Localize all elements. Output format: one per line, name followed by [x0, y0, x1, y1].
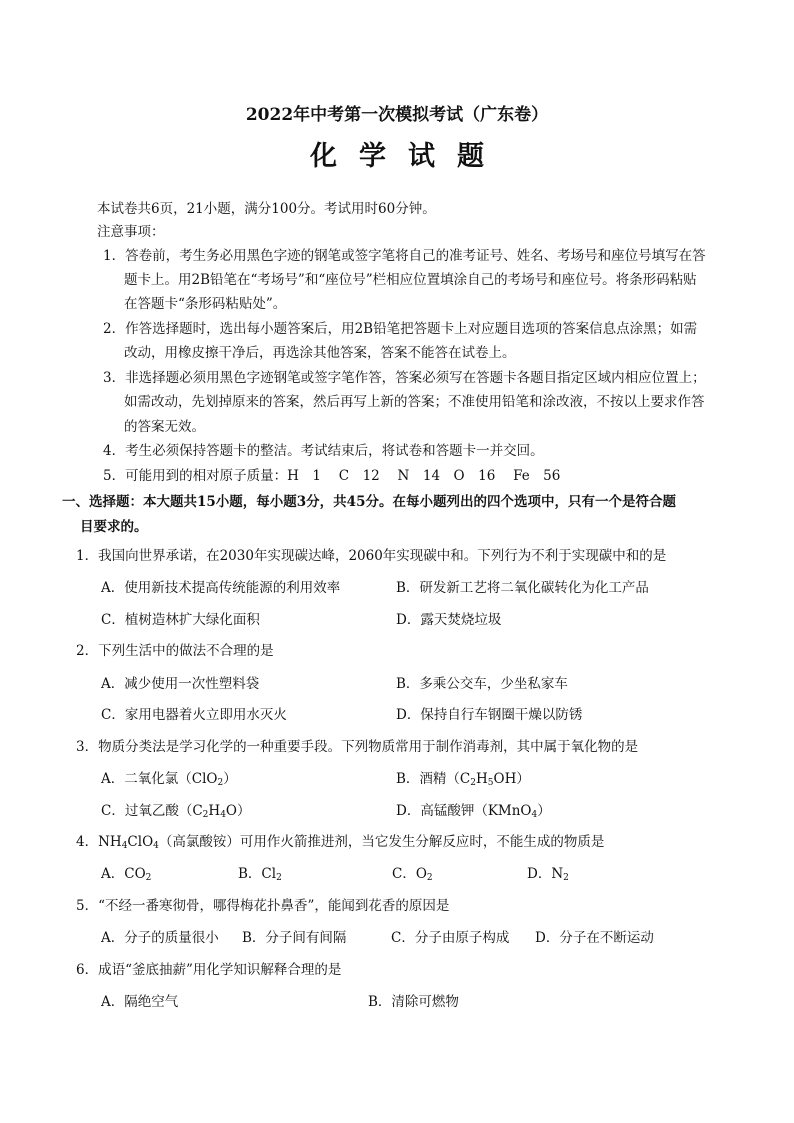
- subscript: 4: [121, 841, 128, 851]
- question-2-option-d: D．保持自行车钢圈干燥以防锈: [396, 707, 583, 723]
- question-2-option-a: A．减少使用一次性塑料袋: [101, 676, 260, 692]
- option-text: B．Cl: [238, 866, 277, 882]
- stem-text: （高氯酸铵）可用作火箭推进剂，当它发生分解反应时，不能生成的物质是: [158, 834, 605, 850]
- question-6-stem: 6．成语“釜底抽薪”用化学知识解释合理的是: [76, 962, 342, 978]
- question-1-option-c: C．植树造林扩大绿化面积: [101, 612, 260, 628]
- stem-text: ClO: [127, 834, 154, 850]
- option-text: C．过氧乙酸（C: [101, 803, 203, 819]
- option-text: C．O: [392, 866, 427, 882]
- notice-3-line-3: 的答案无效。: [124, 419, 205, 435]
- option-text: A．二氧化氯（ClO: [101, 771, 218, 787]
- question-5-option-a: A．分子的质量很小: [101, 930, 219, 946]
- question-5-option-d: D．分子在不断运动: [535, 930, 654, 946]
- question-2-option-b: B．多乘公交车，少坐私家车: [396, 676, 568, 692]
- question-1-option-d: D．露天焚烧垃圾: [396, 612, 502, 628]
- question-3-stem: 3．物质分类法是学习化学的一种重要手段。下列物质常用于制作消毒剂，其中属于氧化物的是: [76, 739, 639, 755]
- question-4-stem: [76, 833, 604, 851]
- subscript: 2: [426, 873, 433, 883]
- question-5-option-c: C．分子由原子构成: [391, 930, 510, 946]
- subscript: 2: [563, 873, 569, 883]
- stem-text: 4．NH: [76, 834, 122, 850]
- question-4-option-a: [101, 865, 151, 883]
- question-3-option-c: [101, 802, 251, 820]
- subscript: 4: [531, 810, 538, 820]
- notice-3-line-1: 3．非选择题必须用黑色字迹钢笔或签字笔作答，答案必须写在答题卡各题目指定区域内相应位置上；: [103, 370, 706, 386]
- option-text: H: [208, 803, 221, 819]
- question-1-option-b: B．研发新工艺将二氧化碳转化为化工产品: [396, 580, 649, 596]
- question-4-option-c: [392, 865, 433, 883]
- option-text: ）: [537, 803, 551, 819]
- notice-2-line-1: 2．作答选择题时，选出每小题答案后，用2B铅笔把答题卡上对应题目选项的答案信息点涂黑；如需: [103, 321, 698, 337]
- question-5-option-b: B．分子间有间隔: [242, 930, 347, 946]
- question-1-option-a: A．使用新技术提高传统能源的利用效率: [101, 580, 341, 596]
- exam-intro: 本试卷共6页，21小题，满分100分。考试用时60分钟。: [97, 201, 436, 217]
- question-4-option-b: [238, 865, 282, 883]
- question-6-option-b: B．清除可燃物: [368, 994, 459, 1010]
- option-text: OH）: [493, 771, 530, 787]
- question-3-option-d: [396, 802, 551, 820]
- question-2-option-c: C．家用电器着火立即用水灭火: [101, 707, 287, 723]
- subscript: 2: [276, 873, 282, 883]
- option-text: D．N: [527, 866, 564, 882]
- notice-2-line-2: 改动，用橡皮擦干净后，再选涂其他答案，答案不能答在试卷上。: [124, 345, 516, 361]
- question-3-option-b: [396, 770, 530, 788]
- subject-title: 化学试题: [310, 141, 506, 172]
- option-text: D．高锰酸钾（KMnO: [396, 803, 532, 819]
- question-4-option-d: [527, 865, 569, 883]
- question-6-option-a: A．隔绝空气: [101, 994, 179, 1010]
- subscript: 4: [220, 810, 226, 820]
- question-5-stem: 5．“不经一番寒彻骨，哪得梅花扑鼻香”，能闻到花香的原因是: [76, 898, 450, 914]
- notice-1-line-1: 1．答卷前，考生务必用黑色字迹的钢笔或签字笔将自己的准考证号、姓名、考场号和座位号填写在答: [103, 248, 706, 264]
- subscript: 2: [145, 873, 152, 883]
- option-text: B．酒精（C: [396, 771, 471, 787]
- notice-5: 5．可能用到的相对原子质量：H 1 C 12 N 14 O 16 Fe 56: [103, 468, 561, 484]
- question-1-stem: 1．我国向世界承诺，在2030年实现碳达峰，2060年实现碳中和。下列行为不利于实现碳中和的是: [76, 548, 667, 564]
- notice-1-line-3: 在答题卡“条形码粘贴处”。: [124, 296, 287, 312]
- subscript: 2: [202, 810, 209, 820]
- notice-3-line-2: 如需改动，先划掉原来的答案，然后再写上新的答案；不准使用铅笔和涂改液，不按以上要求作答: [124, 394, 705, 410]
- subscript: 5: [487, 778, 494, 788]
- option-text: O）: [225, 803, 251, 819]
- notice-1-line-2: 题卡上。用2B铅笔在“考场号”和“座位号”栏相应位置填涂自己的考场号和座位号。将条形码粘贴: [124, 272, 697, 288]
- notice-title: 注意事项：: [97, 224, 165, 240]
- option-text: ）: [223, 771, 237, 787]
- section-heading-line-2: 目要求的。: [80, 519, 148, 535]
- subscript: 4: [153, 841, 159, 851]
- subscript: 2: [470, 778, 476, 788]
- option-text: A．CO: [101, 866, 146, 882]
- subscript: 2: [217, 778, 224, 788]
- notice-4: 4．考生必须保持答题卡的整洁。考试结束后，将试卷和答题卡一并交回。: [103, 443, 544, 459]
- exam-title: 2022年中考第一次模拟考试（广东卷）: [245, 105, 549, 125]
- question-3-option-a: [101, 770, 237, 788]
- question-2-stem: 2．下列生活中的做法不合理的是: [76, 643, 274, 659]
- section-heading-line-1: 一、选择题：本大题共15小题，每小题3分，共45分。在每小题列出的四个选项中，只有一个是符合题: [62, 494, 676, 510]
- option-text: H: [475, 771, 488, 787]
